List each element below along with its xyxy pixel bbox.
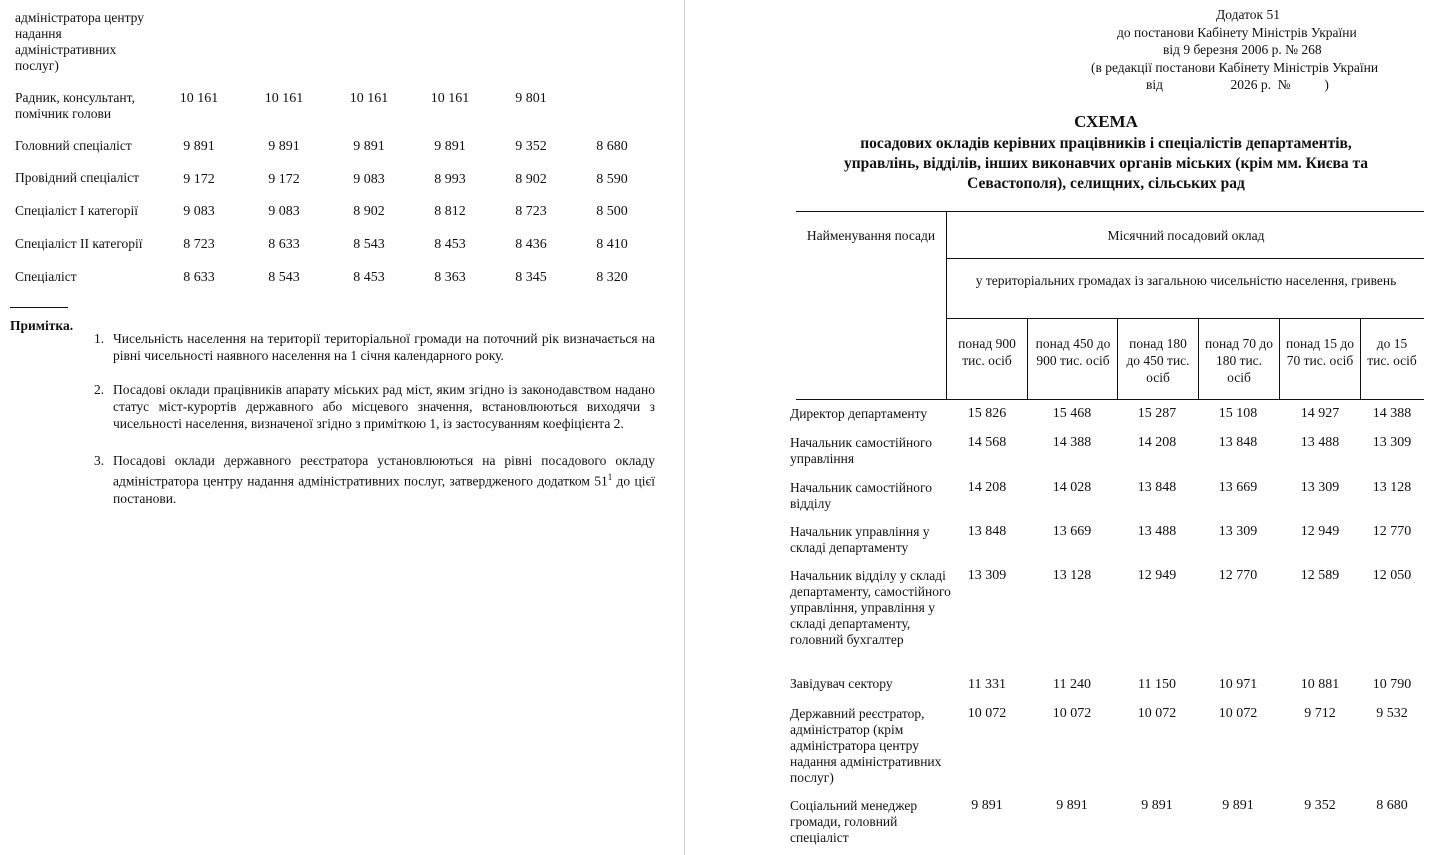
table-border (946, 211, 947, 399)
table-border (947, 318, 1424, 319)
note-number: 2. (94, 382, 105, 397)
amendment-reference: (в редакції постанови Кабінету Міністрів України (1091, 60, 1379, 75)
table-border (947, 258, 1424, 259)
table-cell: 14 388 (1372, 406, 1412, 421)
note-superscript: 1 (607, 472, 613, 482)
table-cell: 9 712 (1304, 706, 1336, 721)
table-cell: 13 848 (1218, 435, 1258, 450)
left-cell: 9 083 (183, 204, 215, 219)
note-text-part: Посадові оклади державного реєстратора установлюються на рівні посадового окладу адміністратора центру надання адміністративних послуг, затвердженого додатком 51 (113, 453, 655, 489)
left-row-name: Провідний спеціаліст (15, 170, 139, 185)
left-cell: 10 161 (264, 91, 304, 106)
row-name: Державний реєстратор, адміністратор (крім адміністратора центру надання адміністративних послуг) (790, 706, 942, 785)
left-cell: 9 891 (183, 139, 215, 154)
note-text-part: до цієї постанови. (113, 473, 656, 506)
table-cell: 13 488 (1300, 435, 1340, 450)
column-header: понад 70 до 180 тис. осіб (1205, 336, 1273, 385)
left-cell: 8 812 (434, 204, 466, 219)
table-cell: 10 072 (967, 706, 1007, 721)
row-name: Начальник самостійного відділу (790, 480, 932, 511)
table-cell: 13 309 (1372, 435, 1412, 450)
left-cell: 8 543 (353, 237, 385, 252)
left-cell: 8 453 (434, 237, 466, 252)
right-page (686, 0, 1430, 855)
table-cell: 13 128 (1052, 568, 1092, 583)
note-number: 3. (94, 453, 105, 468)
left-cell: 8 436 (515, 237, 547, 252)
left-cell: 9 891 (268, 139, 300, 154)
left-cell: 8 633 (268, 237, 300, 252)
table-border (1198, 318, 1199, 399)
left-cell: 8 453 (353, 270, 385, 285)
document-subtitle-line: посадових окладів керівних працівників і спеціалістів департаментів, (860, 135, 1352, 152)
document-subtitle-line: Севастополя), селищних, сільських рад (967, 175, 1245, 192)
table-cell: 13 309 (967, 568, 1007, 583)
left-cell: 9 172 (183, 172, 215, 187)
row-name: Соціальний менеджер громади, головний спеціаліст (790, 798, 918, 845)
left-row-name: Радник, консультант, помічник голови (15, 90, 135, 121)
left-cell: 10 161 (349, 91, 389, 106)
left-row-name: Спеціаліст ІІ категорії (15, 236, 143, 251)
left-cell: 9 352 (515, 139, 547, 154)
table-cell: 10 971 (1218, 677, 1258, 692)
row-name: Директор департаменту (790, 406, 928, 421)
left-cell: 10 161 (179, 91, 219, 106)
table-cell: 9 891 (1222, 798, 1254, 813)
document-title: СХЕМА (1074, 112, 1138, 131)
left-cell: 10 161 (430, 91, 470, 106)
table-cell: 9 352 (1304, 798, 1336, 813)
table-border (1279, 318, 1280, 399)
page-divider (684, 0, 685, 855)
footnote-divider (10, 307, 68, 308)
table-cell: 12 050 (1372, 568, 1412, 583)
table-cell: 14 568 (967, 435, 1007, 450)
annex-number: Додаток 51 (1216, 7, 1280, 22)
table-cell: 14 927 (1300, 406, 1340, 421)
left-cell: 8 902 (353, 204, 385, 219)
left-row-name: Головний спеціаліст (15, 138, 132, 153)
table-cell: 12 589 (1300, 568, 1340, 583)
row-name: Начальник управління у складі департаменту (790, 524, 930, 555)
left-cell: 8 633 (183, 270, 215, 285)
position-column-header: Найменування посади (806, 228, 936, 243)
table-cell: 14 208 (967, 480, 1007, 495)
table-cell: 13 488 (1137, 524, 1177, 539)
left-cell: 8 363 (434, 270, 466, 285)
left-cell: 9 083 (353, 172, 385, 187)
table-cell: 11 150 (1138, 677, 1176, 692)
table-cell: 9 891 (971, 798, 1003, 813)
left-cell: 9 801 (515, 91, 547, 106)
table-cell: 11 240 (1053, 677, 1091, 692)
note-text: Чисельність населення на території територіальної громади на поточний рік визначається на рівні чисельності наявного населення на 1 січня календарного року. (113, 331, 655, 363)
left-cell: 8 345 (515, 270, 547, 285)
left-cell: 8 590 (596, 172, 628, 187)
table-cell: 12 770 (1218, 568, 1258, 583)
table-cell: 8 680 (1376, 798, 1408, 813)
table-cell: 9 891 (1141, 798, 1173, 813)
left-cell: 8 902 (515, 172, 547, 187)
note-number: 1. (94, 331, 105, 346)
left-cell: 8 723 (183, 237, 215, 252)
table-cell: 15 468 (1052, 406, 1092, 421)
left-cell: 8 500 (596, 204, 628, 219)
document-subtitle-line: управлінь, відділів, інших виконавчих органів міських (крім мм. Києва та (843, 155, 1369, 172)
table-cell: 13 848 (1137, 480, 1177, 495)
amendment-date: від 2026 р. № ) (1146, 77, 1329, 92)
table-border (1027, 318, 1028, 399)
left-cell: 8 543 (268, 270, 300, 285)
left-cell: 8 993 (434, 172, 466, 187)
table-cell: 10 790 (1372, 677, 1412, 692)
table-cell: 15 287 (1137, 406, 1177, 421)
left-cell: 8 680 (596, 139, 628, 154)
table-cell: 10 072 (1052, 706, 1092, 721)
left-page (0, 0, 684, 855)
left-cell: 9 891 (353, 139, 385, 154)
table-cell: 10 072 (1137, 706, 1177, 721)
table-cell: 12 949 (1300, 524, 1340, 539)
salary-header: Місячний посадовий оклад (1107, 228, 1265, 243)
left-row-name: Спеціаліст (15, 269, 77, 284)
community-header: у територіальних громадах із загальною чисельністю населення, гривень (975, 273, 1397, 288)
left-cell: 9 083 (268, 204, 300, 219)
table-cell: 9 532 (1376, 706, 1408, 721)
top-position-fragment: адміністратора центру надання адміністративних послуг) (15, 10, 144, 73)
column-header: понад 15 до 70 тис. осіб (1286, 336, 1354, 368)
table-cell: 12 770 (1372, 524, 1412, 539)
table-border (1117, 318, 1118, 399)
annex-reference: до постанови Кабінету Міністрів України (1117, 25, 1357, 40)
row-name: Начальник самостійного управління (790, 435, 932, 466)
left-cell: 8 410 (596, 237, 628, 252)
annex-date: від 9 березня 2006 р. № 268 (1163, 42, 1322, 57)
table-cell: 13 669 (1218, 480, 1258, 495)
row-name: Завідувач сектору (790, 676, 893, 691)
table-cell: 14 388 (1052, 435, 1092, 450)
table-cell: 14 028 (1052, 480, 1092, 495)
table-cell: 13 128 (1372, 480, 1412, 495)
column-header: понад 900 тис. осіб (958, 336, 1016, 368)
left-cell: 8 320 (596, 270, 628, 285)
column-header: до 15 тис. осіб (1367, 336, 1417, 368)
table-border-top (796, 211, 1424, 212)
table-cell: 10 881 (1300, 677, 1340, 692)
table-cell: 13 309 (1218, 524, 1258, 539)
table-cell: 11 331 (968, 677, 1006, 692)
table-border-header-bottom (796, 399, 1424, 400)
note-text: Посадові оклади працівників апарату міських рад міст, яким згідно із законодавством надано статус міст-курортів державного або місцевого значення, встановлюються виходячи з чисельності населення, визначеної згідно з приміткою 1, із застосуванням коефіцієнта 2. (113, 382, 655, 431)
table-border (1360, 318, 1361, 399)
table-cell: 15 826 (967, 406, 1007, 421)
table-cell: 13 309 (1300, 480, 1340, 495)
table-cell: 15 108 (1218, 406, 1258, 421)
column-header: понад 450 до 900 тис. осіб (1035, 336, 1111, 368)
note-text (113, 452, 655, 507)
left-cell: 9 891 (434, 139, 466, 154)
left-cell: 8 723 (515, 204, 547, 219)
table-cell: 14 208 (1137, 435, 1177, 450)
column-header: понад 180 до 450 тис. осіб (1126, 336, 1190, 385)
row-name: Начальник відділу у складі департаменту, самостійного управління, управління у складі департаменту, головний бухгалтер (790, 568, 951, 647)
left-row-name: Спеціаліст І категорії (15, 203, 139, 218)
table-cell: 9 891 (1056, 798, 1088, 813)
table-cell: 10 072 (1218, 706, 1258, 721)
note-title: Примітка. (10, 318, 74, 333)
table-cell: 12 949 (1137, 568, 1177, 583)
table-cell: 13 848 (967, 524, 1007, 539)
table-cell: 13 669 (1052, 524, 1092, 539)
left-cell: 9 172 (268, 172, 300, 187)
